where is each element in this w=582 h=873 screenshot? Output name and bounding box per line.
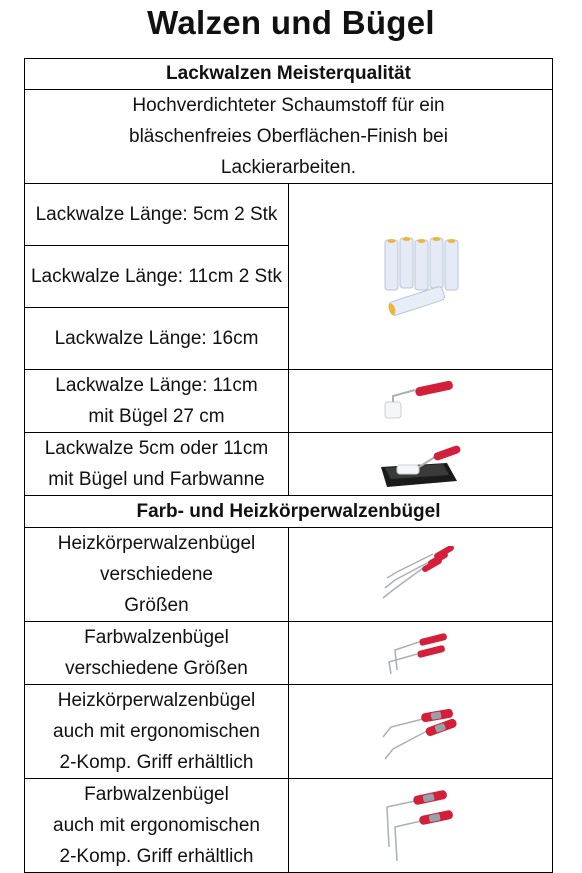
description-line: Hochverdichteter Schaumstoff für ein bbox=[132, 95, 445, 116]
foam-roller-refills-image bbox=[289, 184, 553, 370]
product-line: Farbwalzenbügel bbox=[84, 627, 229, 648]
product-line: auch mit ergonomischen bbox=[53, 815, 260, 836]
product-label bbox=[25, 370, 289, 433]
product-label bbox=[25, 779, 289, 873]
product-line: mit Bügel 27 cm bbox=[88, 406, 225, 427]
ergonomic-roller-frames-image bbox=[289, 779, 553, 873]
paint-roller-frames-icon bbox=[379, 626, 463, 680]
page-title: Walzen und Bügel bbox=[147, 4, 435, 41]
product-label: Lackwalze Länge: 16cm bbox=[25, 308, 289, 370]
product-line: auch mit ergonomischen bbox=[53, 721, 260, 742]
product-label bbox=[25, 528, 289, 622]
table-row bbox=[25, 370, 553, 433]
product-label bbox=[25, 622, 289, 685]
table-row bbox=[25, 622, 553, 685]
product-line: Lackwalze 5cm oder 11cm bbox=[44, 438, 269, 459]
product-line: Farbwalzenbügel bbox=[84, 784, 229, 805]
roller-with-tray-image bbox=[289, 433, 553, 496]
radiator-roller-frames-icon bbox=[379, 546, 463, 604]
product-line: mit Bügel und Farbwanne bbox=[48, 469, 265, 490]
section-description bbox=[25, 90, 553, 184]
product-line: 2-Komp. Griff erhältlich bbox=[59, 752, 254, 773]
table-row bbox=[25, 685, 553, 779]
section-header-buegel bbox=[25, 496, 553, 528]
ergonomic-roller-frames-icon bbox=[379, 787, 463, 865]
section-heading: Farb- und Heizkörperwalzenbügel bbox=[25, 496, 553, 528]
roller-with-handle-image bbox=[289, 370, 553, 433]
paint-roller-icon bbox=[379, 376, 463, 426]
paint-tray-icon bbox=[377, 437, 465, 491]
section-header-lackwalzen bbox=[25, 59, 553, 90]
table-row bbox=[25, 779, 553, 873]
product-line: Heizkörperwalzenbügel verschiedene bbox=[57, 533, 256, 585]
product-line: verschiedene Größen bbox=[65, 658, 248, 679]
product-line: Lackwalze Länge: 11cm bbox=[55, 375, 258, 396]
product-label: Lackwalze Länge: 5cm 2 Stk bbox=[25, 184, 289, 246]
table-row bbox=[25, 528, 553, 622]
product-table bbox=[24, 58, 553, 873]
radiator-frames-image bbox=[289, 528, 553, 622]
product-line: 2-Komp. Griff erhältlich bbox=[59, 846, 254, 867]
ergonomic-radiator-frames-icon bbox=[379, 697, 463, 767]
product-label: Lackwalze Länge: 11cm 2 Stk bbox=[25, 246, 289, 308]
roller-frames-image bbox=[289, 622, 553, 685]
product-label bbox=[25, 685, 289, 779]
description-line: bläschenfreies Oberflächen-Finish bei bbox=[129, 126, 448, 147]
product-line: Heizkörperwalzenbügel bbox=[57, 690, 256, 711]
product-line: Größen bbox=[124, 595, 189, 616]
table-row bbox=[25, 433, 553, 496]
product-label bbox=[25, 433, 289, 496]
description-line: Lackierarbeiten. bbox=[220, 157, 357, 178]
foam-roller-refills-icon bbox=[377, 232, 465, 322]
ergonomic-radiator-frames-image bbox=[289, 685, 553, 779]
table-row bbox=[25, 184, 553, 246]
section-heading: Lackwalzen Meisterqualität bbox=[25, 59, 553, 90]
section-description-row bbox=[25, 90, 553, 184]
